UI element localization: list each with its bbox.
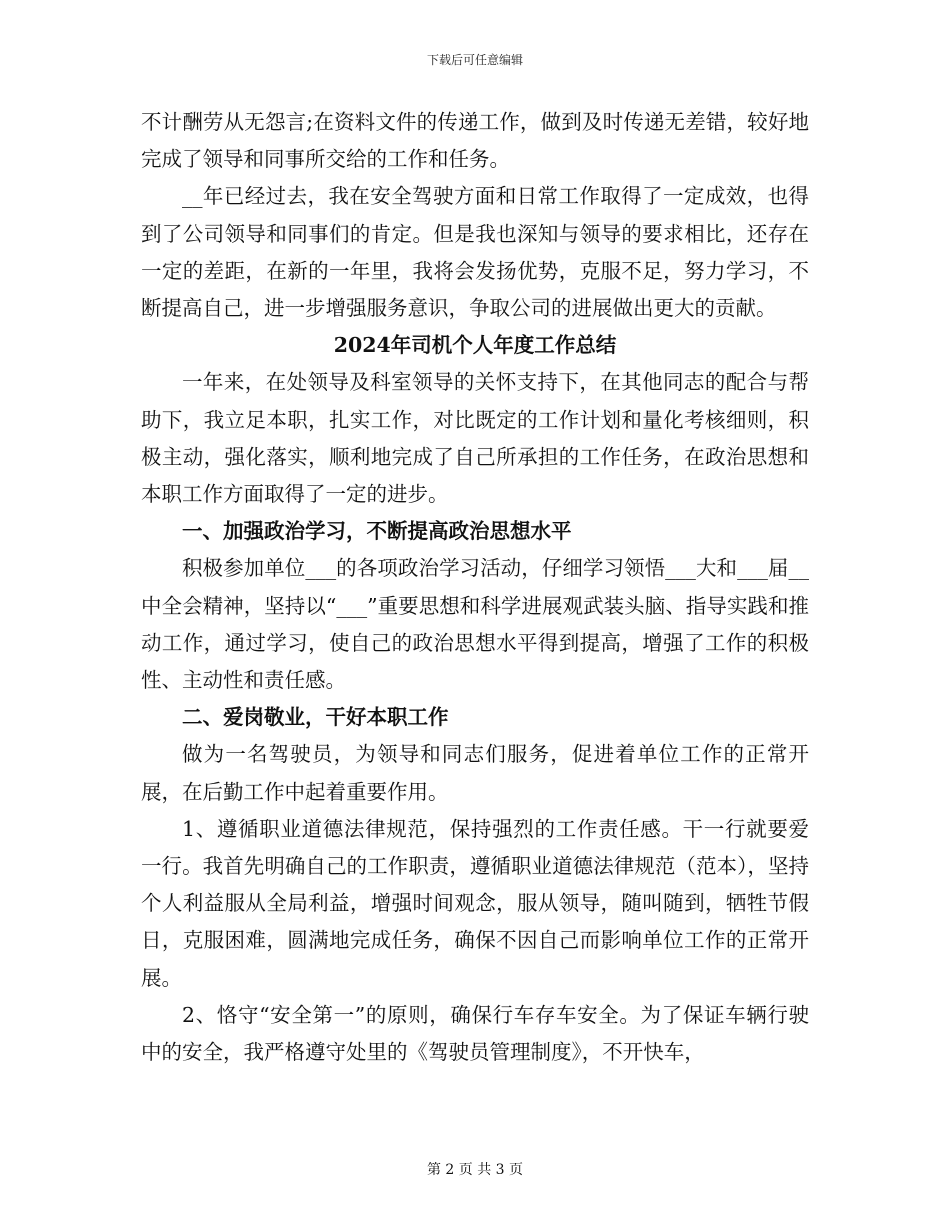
page-footer: 第 2 页 共 3 页 — [426, 1162, 524, 1178]
section-heading-job-dedication: 二、爱岗敬业，干好本职工作 — [182, 705, 449, 730]
document-body — [141, 104, 809, 1071]
paragraph-intro: 一年来，在处领导及科室领导的关怀支持下，在其他同志的配合与帮助下，我立足本职，扎实工作，对比既定的工作计划和量化考核细则，积极主动，强化落实，顺利地完成了自己所承担的工作任务，在政治思想和本职工作方面取得了一定的进步。 — [141, 370, 809, 507]
document-title: 2024年司机个人年度工作总结 — [333, 333, 617, 358]
page-header: 下载后可任意编辑 — [426, 53, 523, 67]
paragraph-political-study: 积极参加单位___的各项政治学习活动，仔细学习领悟___大和___届__中全会精神，坚持以“___”重要思想和科学进展观武装头脑、指导实践和推动工作，通过学习，使自己的政治思想水平得到提高，增强了工作的积极性、主动性和责任感。 — [141, 556, 809, 693]
section-heading-political-study: 一、加强政治学习，不断提高政治思想水平 — [182, 519, 572, 544]
paragraph-item-2: 2、恪守“安全第一”的原则，确保行车存车安全。为了保证车辆行驶中的安全，我严格遵守处里的《驾驶员管理制度》，不开快车， — [141, 1002, 809, 1065]
paragraph-driver-role: 做为一名驾驶员，为领导和同志们服务，促进着单位工作的正常开展，在后勤工作中起着重要作用。 — [141, 742, 809, 804]
paragraph-continuation: 不计酬劳从无怨言;在资料文件的传递工作，做到及时传递无差错，较好地完成了领导和同事所交给的工作和任务。 — [141, 110, 809, 172]
paragraph-year-review: __年已经过去，我在安全驾驶方面和日常工作取得了一定成效，也得到了公司领导和同事们的肯定。但是我也深知与领导的要求相比，还存在一定的差距，在新的一年里，我将会发扬优势，克服不足，努力学习，不断提高自己，进一步增强服务意识，争取公司的进展做出更大的贡献。 — [141, 184, 809, 321]
paragraph-item-1: 1、遵循职业道德法律规范，保持强烈的工作责任感。干一行就要爱一行。我首先明确自己的工作职责，遵循职业道德法律规范（范本），坚持个人利益服从全局利益，增强时间观念，服从领导，随叫随到，牺牲节假日，克服困难，圆满地完成任务，确保不因自己而影响单位工作的正常开展。 — [141, 816, 809, 990]
